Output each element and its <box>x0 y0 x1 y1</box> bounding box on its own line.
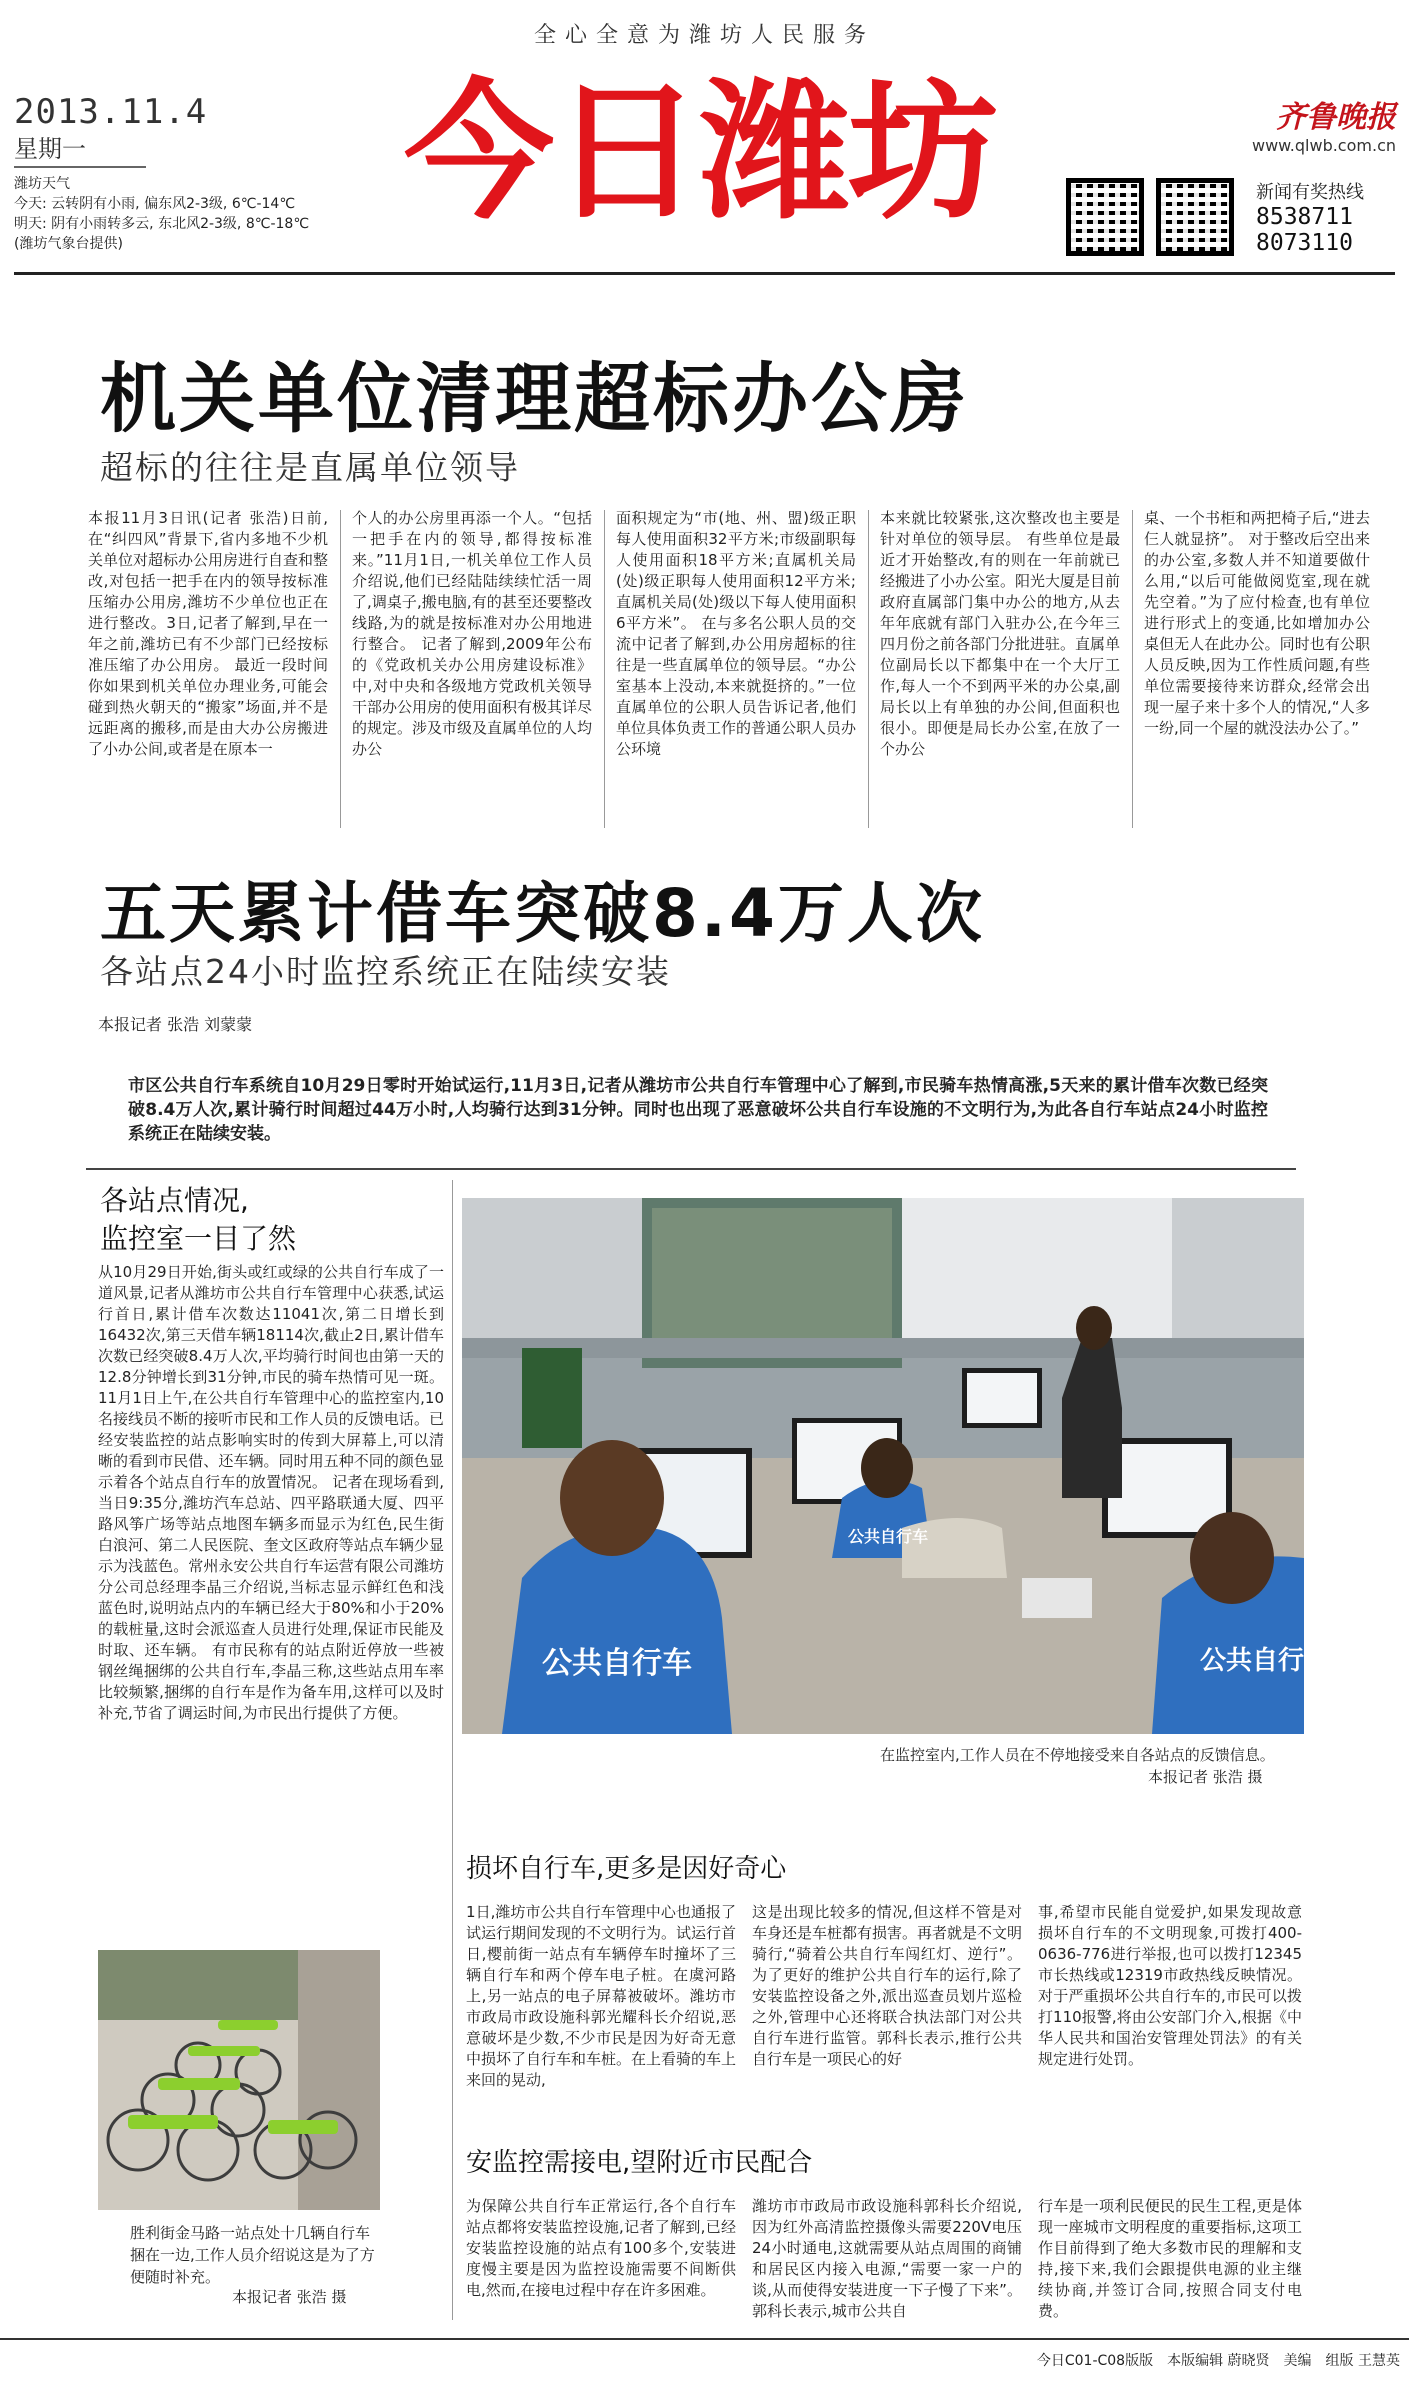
photo2-caption: 胜利街金马路一站点处十几辆自行车捆在一边,工作人员介绍说这是为了方便随时补充。 <box>130 2224 375 2286</box>
section2-column-2: 这是出现比较多的情况,但这样不管是对车身还是车桩都有损害。再者就是不文明骑行,“骑着公共自行车闯红灯、逆行”。 为了更好的维护公共自行车的运行,除了安装监控设备之外,派出巡查员划片巡检之外,管理中心还将联合执法部门对公共自行车进行监管。郭科长表示,推行公共自行车是一项民心的好 <box>752 1903 1023 2068</box>
section1-text: 从10月29日开始,街头或红或绿的公共自行车成了一道风景,记者从潍坊市公共自行车管理中心获悉,试运行首日,累计借车次数达11041次,第二日增长到16432次,第三天借车辆18114次,截止2日,累计借车次数已经突破8.4万人次,平均骑行时间也由第一天的12.8分钟增长到31分钟,市民的骑车热情可见一斑。 11月1日上午,在公共自行车管理中心的监控室内,10名接线员不断的接听市民和工作人员的反馈电话。已经安装监控的站点影响实时的传到大屏幕上,可以清晰的看到市民借、还车辆。同时用五种不同的颜色显示着各个站点自行车的放置情况。 记者在现场看到,当日9:35分,潍坊汽车总站、四平路联通大厦、四平路风筝广场等站点地图车辆多而显示为红色,民生街白浪河、第二人民医院、奎文区政府等站点车辆少显示为浅蓝色。常州永安公共自行车运营有限公司潍坊分公司总经理李晶三介绍说,当标志显示鲜红色和浅蓝色时,说明站点内的车辆已经大于80%和小于20%的载桩量,这时会派巡查人员进行处理,保证市民能及时取、还车辆。 有市民称有的站点附近停放一些被钢丝绳捆绑的公共自行车,李晶三称,这些站点用车率比较频繁,捆绑的自行车是作为备车用,这样可以及时补充,节省了调运时间,为市民出行提供了方便。 <box>98 1263 444 1722</box>
photo1-caption: 在监控室内,工作人员在不停地接受来自各站点的反馈信息。 <box>880 1746 1275 1764</box>
hotline-number-2: 8073110 <box>1256 230 1353 256</box>
weather-title: 潍坊天气 <box>14 176 70 192</box>
footer-designer: 美编 <box>1283 2353 1312 2369</box>
column-divider <box>604 510 605 828</box>
vest-label-left: 公共自行车 <box>542 1646 692 1681</box>
hotline-number-1: 8538711 <box>1256 204 1353 230</box>
story1-column-4: 本来就比较紧张,这次整改也主要是针对单位的领导层。 有些单位是最近才开始整改,有的则在一年前就已经搬进了小办公室。阳光大厦是目前政府直属部门集中办公的地方,从去年年底就有部门入驻办公,在今年三四月份之前各部门分批进驻。直属单位副局长以下都集中在一个大厅工作,每人一个不到两平米的办公桌,副局长以上有单独的办公间,但面积也很小。即便是局长办公室,在放了一个办公 <box>880 509 1121 758</box>
section3-column-3: 行车是一项利民便民的民生工程,更是体现一座城市文明程度的重要指标,这项工作目前得到了绝大多数市民的理解和支持,接下来,我们会跟提供电源的业主继续协商,并签订合同,按照合同支付电费。 <box>1038 2197 1302 2320</box>
bicycles-illustration <box>98 1950 380 2210</box>
hotline-box <box>1256 178 1401 256</box>
story1-column-3: 面积规定为“市(地、州、盟)级正职每人使用面积32平方米;市级副职每人使用面积18平方米;直属机关局(处)级正职每人使用面积12平方米;直属机关局(处)级以下每人使用面积6平方米”。 在与多名公职人员的交流中记者了解到,办公用房超标的往往是一些直属单位的领导层。“办公室基本上没动,本来就挺挤的。”一位直属单位的公职人员告诉记者,他们单位具体负责工作的普通公职人员办公环境 <box>616 509 857 758</box>
masthead-title: 今日潍坊 <box>403 66 996 240</box>
story2-lead: 市区公共自行车系统自10月29日零时开始试运行,11月3日,记者从潍坊市公共自行车管理中心了解到,市民骑车热情高涨,5天来的累计借车次数已经突破8.4万人次,累计骑行时间超过44万小时,人均骑行达到31分钟。同时也出现了恶意破坏公共自行车设施的不文明行为,为此各自行车站点24小时监控系统正在陆续安装。 <box>128 1076 1268 1144</box>
photo-monitoring-room <box>462 1198 1331 1734</box>
vest-label-center: 公共自行车 <box>848 1527 929 1546</box>
hotline-label: 新闻有奖热线 <box>1256 182 1364 203</box>
section2-column-3: 事,希望市民能自觉爱护,如果发现故意损坏自行车的不文明现象,可拨打400-0636-776进行举报,也可以拨打12345市长热线或12319市政热线反映情况。对于严重损坏公共自行车的,市民可以拨打110报警,将由公安部门介入,根据《中华人民共和国治安管理处罚法》的有关规定进行处罚。 <box>1038 1903 1302 2068</box>
footer-proof: 组版 王慧英 <box>1325 2353 1400 2369</box>
story1-headline: 机关单位清理超标办公房 <box>100 354 969 443</box>
weather-source: (潍坊气象台提供) <box>14 236 123 252</box>
column-divider <box>868 510 869 828</box>
footer-page-info: 今日C01-C08版版 <box>1036 2353 1154 2369</box>
qr-code-2[interactable] <box>1156 178 1234 256</box>
section1-title-line-2: 监控室一目了然 <box>100 1222 297 1255</box>
footer-editor: 本版编辑 蔚晓贤 <box>1167 2353 1270 2369</box>
story2-byline: 本报记者 张浩 刘蒙蒙 <box>98 1015 253 1034</box>
section3-title: 安监控需接电,望附近市民配合 <box>466 2148 813 2178</box>
photo1-credit: 本报记者 张浩 摄 <box>1148 1768 1263 1786</box>
photo2-credit: 本报记者 张浩 摄 <box>232 2288 347 2306</box>
story2-subhead: 各站点24小时监控系统正在陆续安装 <box>100 952 671 991</box>
story2-headline: 五天累计借车突破8.4万人次 <box>100 875 985 952</box>
story1-column-1: 本报11月3日讯(记者 张浩)日前,在“纠四风”背景下,省内多地不少机关单位对超标办公用房进行自查和整改,对包括一把手在内的领导按标准压缩办公用房,潍坊不少单位也正在进行整改。3日,记者了解到,早在一年之前,潍坊已有不少部门已经按标准压缩了办公用房。 最近一段时间你如果到机关单位办理业务,可能会碰到热火朝天的“搬家”场面,并不是远距离的搬移,而是由大办公房搬进了小办公间,或者是在原本一 <box>88 509 329 758</box>
newspaper-slogan: 全心全意为潍坊人民服务 <box>533 23 875 48</box>
vest-label-right: 公共自行车 <box>1200 1646 1331 1676</box>
qr-code-1[interactable] <box>1066 178 1144 256</box>
section1-title <box>100 1182 440 1258</box>
footer-credits <box>980 2350 1400 2370</box>
section3-column-1: 为保障公共自行车正常运行,各个自行车站点都将安装监控设施,记者了解到,已经安装监控设施的站点有100多个,安装进度慢主要是因为监控设施需要不间断供电,然而,在接电过程中存在许多困难。 <box>466 2197 736 2299</box>
column-divider <box>340 510 341 828</box>
story1-column-5: 桌、一个书柜和两把椅子后,“进去仨人就显挤”。 对于整改后空出来的办公室,多数人并不知道要做什么用,“以后可能做阅览室,现在就先空着。”为了应付检查,也有单位进行形式上的变通,比如增加办公桌但无人在此办公。同时也有公职人员反映,因为工作性质问题,有些单位需要接待来访群众,经常会出现一屋子来十多个人的情况,“人多一纷,同一个屋的就没法办公了。” <box>1144 509 1370 737</box>
header-rule <box>14 272 1395 275</box>
left-column-divider <box>452 1180 453 2320</box>
section3-column-2: 潍坊市市政局市政设施科郭科长介绍说,因为红外高清监控摄像头需要220V电压24小时通电,这就需要从站点周围的商铺和居民区内接入电源,“需要一家一户的谈,从而使得安装进度一下子慢了下来”。郭科长表示,城市公共自 <box>752 2197 1022 2320</box>
issue-date: 2013.11.4 <box>14 92 208 132</box>
photo-bicycles <box>98 1950 380 2210</box>
issue-weekday: 星期一 <box>14 132 146 168</box>
weather-today: 今天: 云转阴有小雨, 偏东风2-3级, 6℃-14℃ <box>14 196 296 212</box>
section1-title-line-1: 各站点情况, <box>100 1184 249 1217</box>
footer-rule <box>0 2338 1409 2340</box>
story1-column-2: 个人的办公房里再添一个人。“包括一把手在内的领导,都得按标准来。”11月1日,一机关单位工作人员介绍说,他们已经陆陆续续忙活一周了,调桌子,搬电脑,有的甚至还要整改线路,为的就是按标准对办公用地进行整合。 记者了解到,2009年公布的《党政机关办公用房建设标准》中,对中央和各级地方党政机关领导干部办公用房的使用面积有极其详尽的规定。涉及市级及直属单位的人均办公 <box>352 509 593 758</box>
brand-url[interactable]: www.qlwb.com.cn <box>1252 136 1396 155</box>
column-divider <box>1132 510 1133 828</box>
section2-column-1: 1日,潍坊市公共自行车管理中心也通报了试运行期间发现的不文明行为。试运行首日,樱前街一站点有车辆停车时撞坏了三辆自行车和两个停车电子桩。在虞河路上,另一站点的电子屏幕被破坏。潍坊市市政局市政设施科郭光耀科长介绍说,恶意破坏是少数,不少市民是因为好奇无意中损坏了自行车和车桩。在上看骑的车上来回的晃动, <box>466 1903 737 2089</box>
story2-rule <box>86 1168 1296 1170</box>
story1-subhead: 超标的往往是直属单位领导 <box>100 448 520 487</box>
date-weather-box <box>14 92 310 254</box>
weather-tomorrow: 明天: 阴有小雨转多云, 东北风2-3级, 8℃-18℃ <box>14 216 310 232</box>
brand-logo: 齐鲁晚报 <box>1276 100 1396 135</box>
section2-title: 损坏自行车,更多是因好奇心 <box>466 1854 787 1884</box>
